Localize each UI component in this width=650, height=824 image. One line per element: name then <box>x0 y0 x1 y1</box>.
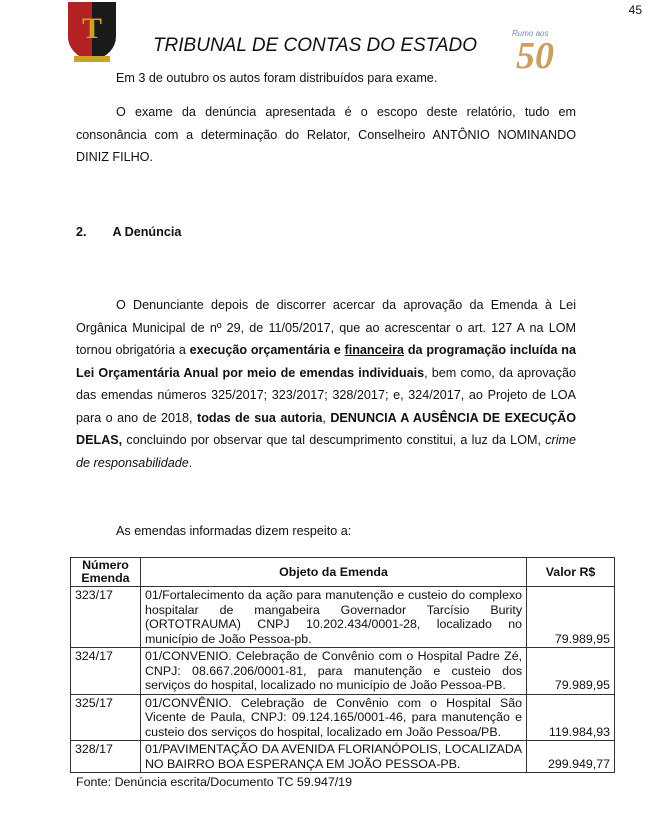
tce-crest-logo <box>64 0 120 64</box>
header-objeto: Objeto da Emenda <box>140 558 526 587</box>
paragraph-emendas-intro: As emendas informadas dizem respeito a: <box>116 524 352 538</box>
cell-valor: 119.984,93 <box>527 694 615 741</box>
section-heading <box>76 221 576 244</box>
svg-text:Rumo aos: Rumo aos <box>512 29 549 38</box>
cell-numero: 323/17 <box>71 587 141 648</box>
cell-objeto: 01/PAVIMENTAÇÃO DA AVENIDA FLORIANÓPOLIS, LOCALIZADA NO BAIRRO BOA ESPERANÇA EM JOÃO PESSOA-PB. <box>140 741 526 773</box>
cell-objeto: 01/CONVENIO. Celebração de Convênio com o Hospital Padre Zé, CNPJ: 08.667.206/0001-81, para manutenção e custeio dos serviços do hospital, localizado no município de João Pessoa-PB. <box>140 648 526 695</box>
document-header-title: TRIBUNAL DE CONTAS DO ESTADO <box>152 35 478 56</box>
paragraph-exam-scope: O exame da denúncia apresentada é o escopo deste relatório, tudo em consonância com a determinação do Relator, Conselheiro ANTÔNIO NOMINANDO DINIZ FILHO. <box>76 105 576 164</box>
table-row <box>71 741 615 773</box>
table-header-row <box>71 558 615 587</box>
cell-valor: 299.949,77 <box>527 741 615 773</box>
text: concluindo por observar que tal descumprimento constitui, a luz da LOM, <box>122 433 546 447</box>
section-title: A Denúncia <box>112 225 182 239</box>
text: . <box>188 455 193 470</box>
svg-text:50: 50 <box>516 35 554 72</box>
header-valor: Valor R$ <box>527 558 615 587</box>
cell-numero: 325/17 <box>71 694 141 741</box>
cell-objeto: 01/CONVÊNIO. Celebração de Convênio com o Hospital São Vicente de Paula, CNPJ: 09.124.165/0001-46, para manutenção e custeio dos serviços do hospital, localizado em João Pessoa/PB. <box>140 694 526 741</box>
table-row <box>71 694 615 741</box>
section-number: 2. <box>76 225 87 239</box>
table-source: Fonte: Denúncia escrita/Documento TC 59.947/19 <box>76 775 352 789</box>
table-row <box>71 648 615 695</box>
cell-numero: 324/17 <box>71 648 141 695</box>
underlined-text: financeira <box>344 343 405 357</box>
paragraph-denuncia <box>76 294 576 474</box>
header-numero: Número Emenda <box>71 558 141 587</box>
italic-text: crime de responsabilidade <box>76 433 576 470</box>
emendas-table <box>70 557 615 773</box>
page-number: 45 <box>628 3 642 17</box>
cell-objeto: 01/Fortalecimento da ação para manutenção e custeio do complexo hospitalar de mangabeira Governador Tarcísio Burity (ORTOTRAUMA) CNPJ 10.202.434/0001-28, localizado no município de João Pessoa-pb. <box>140 587 526 648</box>
text: , bem como, da aprovação das emendas números 325/2017; 323/2017; 328/2017; e, 324/2017, ao Projeto de LOA para o ano de 2018, <box>76 365 576 425</box>
cell-numero: 328/17 <box>71 741 141 773</box>
cell-valor: 79.989,95 <box>527 587 615 648</box>
cell-valor: 79.989,95 <box>527 648 615 695</box>
bold-text: DENUNCIA A AUSÊNCIA DE EXECUÇÃO DELAS, <box>76 410 576 447</box>
paragraph-distribution: Em 3 de outubro os autos foram distribuídos para exame. <box>116 71 438 85</box>
svg-text:T: T <box>81 12 103 45</box>
bold-text: execução orçamentária e <box>189 343 345 357</box>
text: O Denunciante depois de discorrer acercar da aprovação da Emenda à Lei Orgânica Municipal de nº 29, de 11/05/2017, que ao acrescentar o art. 127 A na LOM tornou obrigatória a <box>76 298 576 357</box>
text: , <box>322 410 331 425</box>
anniversary-50-logo <box>510 22 590 72</box>
bold-text: todas de sua autoria <box>197 410 323 425</box>
table-row <box>71 587 615 648</box>
bold-text: da programação incluída na Lei Orçamentária Anual por meio de emendas individuais <box>76 343 577 380</box>
